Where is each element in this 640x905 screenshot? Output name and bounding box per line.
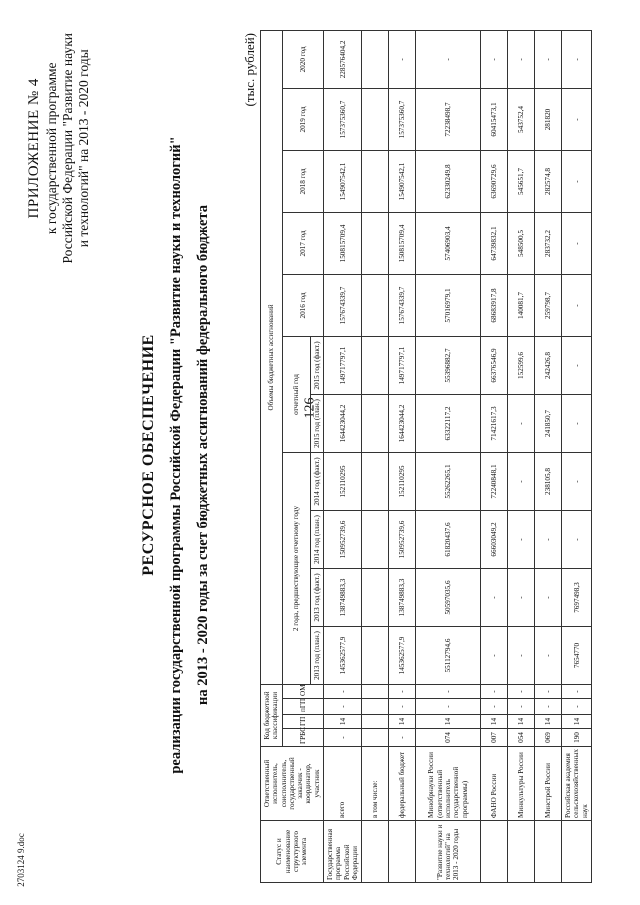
row-value: - [508, 569, 535, 627]
heading-line: реализации государственной программы Российской Федерации "Развитие науки и технологий" [168, 136, 184, 774]
row-value: 138749883,3 [389, 569, 416, 627]
row-value: 543752,4 [508, 89, 535, 151]
header-2017: 2017 год [282, 213, 323, 275]
appendix-title: ПРИЛОЖЕНИЕ № 4 [26, 78, 42, 219]
row-value: 154907542,1 [323, 151, 361, 213]
table-row [535, 30, 562, 882]
row-grbs: - [323, 729, 361, 747]
row-value: 150815709,4 [323, 213, 361, 275]
header-code: Код бюджетной классификации [261, 685, 283, 747]
row-value: 64739832,1 [481, 213, 508, 275]
header-2015-fact: 2015 год (факт.) [310, 337, 323, 395]
row-value: - [535, 30, 562, 88]
header-report-year: отчетный год [282, 337, 310, 453]
rotated-page [20, 25, 630, 885]
table-row [481, 30, 508, 882]
row-value: 72238498,7 [416, 89, 481, 151]
row-pgp: - [416, 699, 481, 715]
row-value: - [508, 30, 535, 88]
appendix-line: к государственной программе [43, 62, 59, 235]
row-value: - [562, 89, 592, 151]
row-gp [362, 715, 389, 729]
row-value: 60415473,1 [481, 89, 508, 151]
header-2015-plan: 2015 год (план.) [310, 395, 323, 453]
appendix-line: и технологий" на 2013 - 2020 годы [75, 49, 91, 248]
row-gp: 14 [562, 715, 592, 729]
row-value: - [562, 453, 592, 511]
row-grbs: 190 [562, 729, 592, 747]
heading-line: на 2013 - 2020 годы за счет бюджетных ассигнований федерального бюджета [195, 205, 212, 705]
row-value: 157674339,7 [323, 275, 361, 337]
row-value [362, 275, 389, 337]
row-value: 282574,8 [535, 151, 562, 213]
row-value: 154907542,1 [389, 151, 416, 213]
table-row [416, 30, 481, 882]
row-value: 150815709,4 [389, 213, 416, 275]
row-value: - [562, 337, 592, 395]
row-status: "Развитие науки и технологий" на 2013 - 2020 годы [416, 821, 481, 883]
header-om: ОМ [282, 685, 323, 699]
row-status: Государственная программа Российской Федерации [323, 821, 361, 883]
row-value: 164423044,2 [323, 395, 361, 453]
row-responsible: Минкультуры России [508, 747, 535, 821]
row-value [362, 511, 389, 569]
row-value: 241850,7 [535, 395, 562, 453]
row-value: 157375360,7 [389, 89, 416, 151]
row-om: - [389, 685, 416, 699]
appendix-block [26, 33, 91, 264]
row-responsible: Российская академия сельскохозяйственных наук [562, 747, 592, 821]
row-pgp [362, 699, 389, 715]
heading-title: РЕСУРСНОЕ ОБЕСПЕЧЕНИЕ [140, 334, 157, 576]
row-pgp: - [389, 699, 416, 715]
row-value: - [508, 511, 535, 569]
row-responsible: Минобрнауки России (ответственный исполнитель государственной программы) [416, 747, 481, 821]
row-value: - [562, 30, 592, 88]
row-value: - [481, 569, 508, 627]
header-2013-fact: 2013 год (факт.) [310, 569, 323, 627]
row-om: - [508, 685, 535, 699]
header-responsible: Ответственный исполнитель, соисполнитель, государственный заказчик - координатор, участник [261, 747, 324, 821]
row-value: - [481, 30, 508, 88]
header-2018: 2018 год [282, 151, 323, 213]
budget-table [260, 30, 592, 883]
row-pgp: - [508, 699, 535, 715]
row-value [362, 30, 389, 88]
header-two-years: 2 года, предшествующие отчетному году [282, 453, 310, 685]
header-2014-plan: 2014 год (план.) [310, 511, 323, 569]
row-value: 150952739,6 [389, 511, 416, 569]
appendix-line: Российской Федерации "Развитие науки [59, 33, 75, 264]
row-value: 138749883,3 [323, 569, 361, 627]
row-value: 145362577,9 [389, 627, 416, 685]
row-value: 50597035,6 [416, 569, 481, 627]
row-value [362, 395, 389, 453]
table-row [562, 30, 592, 882]
row-value: 238105,8 [535, 453, 562, 511]
row-value: 55262265,1 [416, 453, 481, 511]
document-id: 2703124 9.doc [15, 833, 26, 887]
row-value: 545651,7 [508, 151, 535, 213]
row-value: - [535, 569, 562, 627]
row-responsible: Минстрой России [535, 747, 562, 821]
row-grbs: 054 [508, 729, 535, 747]
row-value [362, 213, 389, 275]
row-value: 228576404,2 [323, 30, 361, 88]
row-value: - [562, 213, 592, 275]
row-value: - [508, 627, 535, 685]
row-grbs: 007 [481, 729, 508, 747]
row-responsible: всего [323, 747, 361, 821]
row-om: - [562, 685, 592, 699]
row-value: 68683917,8 [481, 275, 508, 337]
row-value: 57406903,4 [416, 213, 481, 275]
row-status [562, 821, 592, 883]
row-om: - [323, 685, 361, 699]
row-value: 61820437,6 [416, 511, 481, 569]
row-value: 259798,7 [535, 275, 562, 337]
row-value: - [562, 151, 592, 213]
row-value: 55396882,7 [416, 337, 481, 395]
row-value: 149717797,1 [323, 337, 361, 395]
row-value: 149717797,1 [389, 337, 416, 395]
row-gp: 14 [535, 715, 562, 729]
row-value: - [508, 453, 535, 511]
row-value: 152110295 [323, 453, 361, 511]
row-value: 140081,7 [508, 275, 535, 337]
header-status: Статус и наименование структурного элемента [261, 821, 324, 883]
row-pgp: - [481, 699, 508, 715]
document-heading [140, 25, 213, 885]
row-value [362, 89, 389, 151]
table-row [362, 30, 389, 882]
row-value: 71421617,3 [481, 395, 508, 453]
row-status [508, 821, 535, 883]
row-value [362, 569, 389, 627]
row-value [362, 151, 389, 213]
row-pgp: - [535, 699, 562, 715]
row-value: - [535, 511, 562, 569]
row-value: 150952739,6 [323, 511, 361, 569]
row-value: 66376546,9 [481, 337, 508, 395]
table-row [389, 30, 416, 882]
row-om [362, 685, 389, 699]
row-om: - [481, 685, 508, 699]
row-value: - [416, 30, 481, 88]
row-gp: 14 [508, 715, 535, 729]
header-2014-fact: 2014 год (факт.) [310, 453, 323, 511]
row-grbs [362, 729, 389, 747]
row-value [362, 627, 389, 685]
table-body [323, 30, 591, 882]
header-pgp: пГП [282, 699, 323, 715]
row-value: 157674339,7 [389, 275, 416, 337]
row-value: - [562, 395, 592, 453]
row-value: 548500,5 [508, 213, 535, 275]
row-value: - [535, 627, 562, 685]
row-grbs: 069 [535, 729, 562, 747]
row-grbs: 074 [416, 729, 481, 747]
row-value: - [389, 30, 416, 88]
row-value [362, 337, 389, 395]
row-value: 57016979,1 [416, 275, 481, 337]
header-2016: 2016 год [282, 275, 323, 337]
row-status [362, 821, 389, 883]
row-value: - [562, 275, 592, 337]
row-value [362, 453, 389, 511]
row-responsible: федеральный бюджет [389, 747, 416, 821]
row-value: 55112794,6 [416, 627, 481, 685]
header-volumes: Объемы бюджетных ассигнований [261, 30, 283, 684]
row-responsible: ФАНО России [481, 747, 508, 821]
row-om: - [416, 685, 481, 699]
row-value: 157375360,7 [323, 89, 361, 151]
page-number: 126 [302, 397, 318, 419]
row-value: 72240848,1 [481, 453, 508, 511]
unit-label: (тыс. рублей) [242, 33, 257, 107]
row-value: 145362577,9 [323, 627, 361, 685]
table-row [323, 30, 361, 882]
row-value: 242426,8 [535, 337, 562, 395]
row-value: 164423044,2 [389, 395, 416, 453]
header-grbs: ГРБС [282, 729, 323, 747]
header-gp: ГП [282, 715, 323, 729]
row-gp: 14 [481, 715, 508, 729]
row-pgp: - [323, 699, 361, 715]
row-gp: 14 [323, 715, 361, 729]
row-value: - [562, 511, 592, 569]
row-value: 63322117,2 [416, 395, 481, 453]
row-value: - [481, 627, 508, 685]
row-gp: 14 [389, 715, 416, 729]
row-om: - [535, 685, 562, 699]
row-value: 63690729,6 [481, 151, 508, 213]
row-value: 281820 [535, 89, 562, 151]
header-2020: 2020 год [282, 30, 323, 88]
row-value: 152110295 [389, 453, 416, 511]
row-value: 62330249,8 [416, 151, 481, 213]
row-grbs: - [389, 729, 416, 747]
header-2013-plan: 2013 год (план.) [310, 627, 323, 685]
row-value: 7654770 [562, 627, 592, 685]
row-status [481, 821, 508, 883]
row-pgp: - [562, 699, 592, 715]
row-value: 152599,6 [508, 337, 535, 395]
row-value: - [508, 395, 535, 453]
row-status [389, 821, 416, 883]
row-value: 7697498,3 [562, 569, 592, 627]
row-value: 66603049,2 [481, 511, 508, 569]
row-responsible: в том числе: [362, 747, 389, 821]
row-status [535, 821, 562, 883]
table-row [508, 30, 535, 882]
header-2019: 2019 год [282, 89, 323, 151]
row-value: 283732,2 [535, 213, 562, 275]
row-gp: 14 [416, 715, 481, 729]
